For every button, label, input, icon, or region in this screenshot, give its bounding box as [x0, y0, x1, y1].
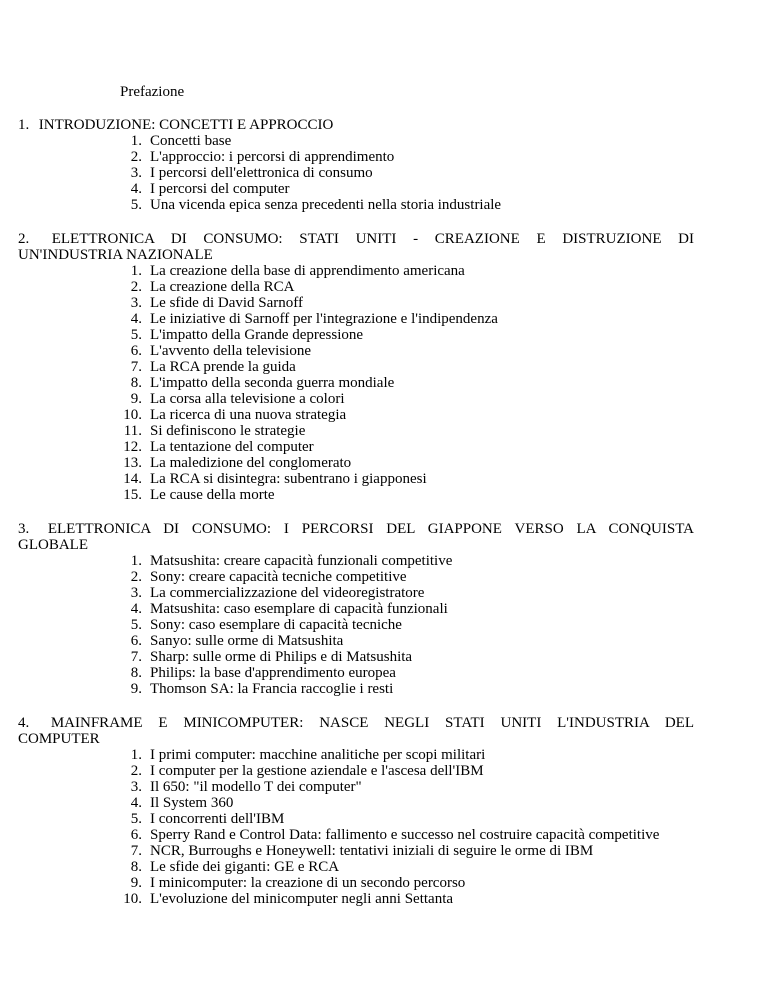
list-item: 8. Le sfide dei giganti: GE e RCA: [130, 859, 340, 875]
list-item: 10. La ricerca di una nuova strategia: [123, 407, 347, 423]
list-item: 4. Matsushita: caso esemplare di capacità funzionali: [130, 601, 448, 617]
preface-heading: Prefazione: [120, 84, 185, 100]
chapter-2-title-cont: UN'INDUSTRIA NAZIONALE: [18, 247, 213, 263]
list-item: 8. L'impatto della seconda guerra mondiale: [130, 375, 395, 391]
list-item: 3. I percorsi dell'elettronica di consumo: [130, 165, 373, 181]
list-item: 5. L'impatto della Grande depressione: [130, 327, 364, 343]
list-item: 6. Sanyo: sulle orme di Matsushita: [130, 633, 344, 649]
list-item: 1. Concetti base: [130, 133, 232, 149]
chapter-title: INTRODUZIONE: CONCETTI E APPROCCIO: [38, 117, 334, 133]
list-item: 9. I minicomputer: la creazione di un secondo percorso: [130, 875, 466, 891]
chapter-3-title: [18, 521, 694, 537]
list-item: 11. Si definiscono le strategie: [123, 423, 306, 439]
chapter-2-title: [18, 231, 694, 247]
chapter-1-title: [18, 117, 333, 133]
list-item: 13. La maledizione del conglomerato: [123, 455, 352, 471]
list-item: 9. Thomson SA: la Francia raccoglie i resti: [130, 681, 394, 697]
chapter-number: 2.: [18, 231, 30, 247]
chapter-4-title: [18, 715, 694, 731]
list-item: 9. La corsa alla televisione a colori: [130, 391, 345, 407]
list-item: 8. Philips: la base d'apprendimento europea: [130, 665, 396, 681]
list-item: 3. Il 650: "il modello T dei computer": [130, 779, 362, 795]
chapter-title: MAINFRAME E MINICOMPUTER: NASCE NEGLI STATI UNITI L'INDUSTRIA DEL: [50, 715, 695, 731]
list-item: 4. I percorsi del computer: [130, 181, 290, 197]
list-item: 7. La RCA prende la guida: [130, 359, 296, 375]
chapter-number: 4.: [18, 715, 30, 731]
list-item: 2. La creazione della RCA: [130, 279, 295, 295]
list-item: 6. Sperry Rand e Control Data: fallimento e successo nel costruire capacità competitive: [130, 827, 660, 843]
chapter-title: ELETTRONICA DI CONSUMO: I PERCORSI DEL GIAPPONE VERSO LA CONQUISTA: [47, 521, 695, 537]
list-item: 15. Le cause della morte: [123, 487, 275, 503]
chapter-title: ELETTRONICA DI CONSUMO: STATI UNITI - CREAZIONE E DISTRUZIONE DI: [51, 231, 695, 247]
list-item: 5. I concorrenti dell'IBM: [130, 811, 285, 827]
chapter-number: 1.: [18, 117, 30, 133]
list-item: 6. L'avvento della televisione: [130, 343, 311, 359]
list-item: 12. La tentazione del computer: [123, 439, 314, 455]
list-item: 2. I computer per la gestione aziendale e l'ascesa dell'IBM: [130, 763, 484, 779]
list-item: 5. Una vicenda epica senza precedenti nella storia industriale: [130, 197, 502, 213]
list-item: 7. NCR, Burroughs e Honeywell: tentativi iniziali di seguire le orme di IBM: [130, 843, 594, 859]
list-item: 2. L'approccio: i percorsi di apprendimento: [130, 149, 395, 165]
chapter-4-title-cont: COMPUTER: [18, 731, 100, 747]
list-item: 3. Le sfide di David Sarnoff: [130, 295, 304, 311]
chapter-number: 3.: [18, 521, 30, 537]
list-item: 1. Matsushita: creare capacità funzionali competitive: [130, 553, 453, 569]
list-item: 3. La commercializzazione del videoregistratore: [130, 585, 425, 601]
list-item: 4. Il System 360: [130, 795, 234, 811]
list-item: 1. I primi computer: macchine analitiche per scopi militari: [130, 747, 486, 763]
list-item: 10. L'evoluzione del minicomputer negli anni Settanta: [123, 891, 454, 907]
list-item: 1. La creazione della base di apprendimento americana: [130, 263, 465, 279]
list-item: 2. Sony: creare capacità tecniche competitive: [130, 569, 407, 585]
list-item: 5. Sony: caso esemplare di capacità tecniche: [130, 617, 402, 633]
list-item: 14. La RCA si disintegra: subentrano i giapponesi: [123, 471, 427, 487]
list-item: 4. Le iniziative di Sarnoff per l'integrazione e l'indipendenza: [130, 311, 498, 327]
chapter-3-title-cont: GLOBALE: [18, 537, 88, 553]
list-item: 7. Sharp: sulle orme di Philips e di Matsushita: [130, 649, 413, 665]
